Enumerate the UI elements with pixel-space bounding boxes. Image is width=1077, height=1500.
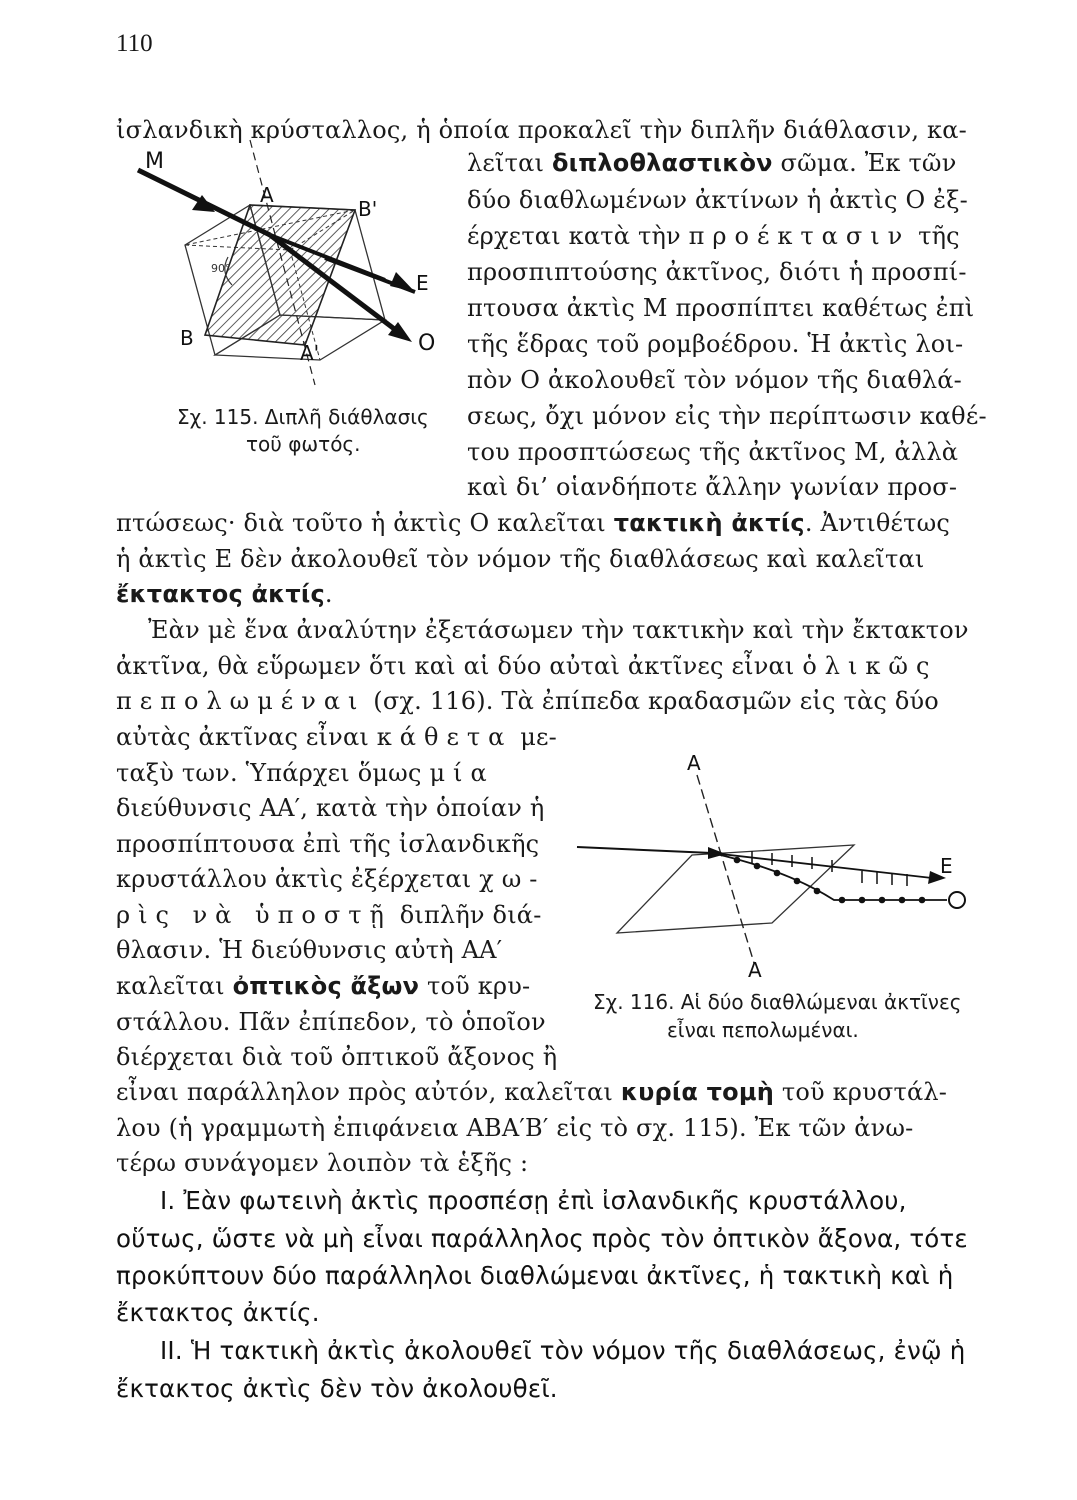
figure-116-caption-line-2: εἶναι πεπολωμέναι.: [667, 1018, 859, 1042]
summary-point-1-line-4: ἔκτακτος ἀκτίς.: [116, 1298, 320, 1327]
figure-115-double-refraction: [145, 140, 450, 400]
text-line-16: ἀκτῖνα, θὰ εὕρωμεν ὅτι καὶ αἱ δύο αὐταὶ ἀκτῖνες εἶναι ὁλικῶς: [116, 652, 938, 680]
summary-point-1-line-1: I. Ἐὰν φωτεινὴ ἀκτὶς προσπέσῃ ἐπὶ ἰσλανδικῆς κρυστάλλου,: [160, 1186, 907, 1215]
text-line-22: κρυστάλλου ἀκτὶς ἐξέρχεται χω-: [116, 865, 546, 893]
text-line-26: στάλλου. Πᾶν ἐπίπεδον, τὸ ὁποῖον: [116, 1008, 546, 1036]
text-line-6: πτουσα ἀκτὶς Μ προσπίπτει καθέτως ἐπὶ: [467, 294, 975, 322]
label-b: B: [180, 326, 194, 350]
figure-116-caption-line-1: Σχ. 116. Αἱ δύο διαθλώμεναι ἀκτῖνες: [593, 990, 962, 1014]
text-line-28: εἶναι παράλληλον πρὸς αὐτόν, καλεῖται κυρία τομὴ τοῦ κρυστάλ-: [116, 1078, 948, 1106]
text-line-21: προσπίπτουσα ἐπὶ τῆς ἰσλανδικῆς: [116, 830, 540, 858]
text-line-13: ἡ ἀκτὶς Ε δὲν ἀκολουθεῖ τὸν νόμον τῆς διαθλάσεως καὶ καλεῖται: [116, 545, 925, 573]
figure-115-caption-line-1: Σχ. 115. Διπλῆ διάθλασις: [177, 405, 429, 429]
label-a-prime: A': [300, 341, 320, 365]
text-line-3: δύο διαθλωμένων ἀκτίνων ἡ ἀκτὶς Ο ἐξ-: [467, 186, 968, 214]
text-line-19: ταξὺ των. Ὑπάρχει ὅμως μία: [116, 759, 495, 787]
figure-116-polarized-rays: [572, 745, 982, 980]
term-optical-axis: ὀπτικὸς ἄξων: [232, 972, 420, 1000]
summary-point-2-line-1: II. Ἡ τακτικὴ ἀκτὶς ἀκολουθεῖ τὸν νόμον τῆς διαθλάσεως, ἐνῷ ἡ: [160, 1336, 966, 1365]
text-line-5: προσπιπτούσης ἀκτῖνος, διότι ἡ προσπί-: [467, 258, 967, 286]
angle-label: 90°: [211, 262, 231, 275]
term-ordinary-ray: τακτικὴ ἀκτίς: [613, 509, 805, 537]
text-line-27: διέρχεται διὰ τοῦ ὀπτικοῦ ἄξονος ἢ: [116, 1043, 558, 1071]
text-line-4: έρχεται κατὰ τὴν προέκτασιν τῆς: [467, 222, 960, 250]
label-a-bottom: A: [748, 958, 762, 982]
text-line-14: ἔκτακτος ἀκτίς.: [116, 580, 333, 608]
label-e: E: [940, 854, 953, 878]
label-e: E: [416, 271, 429, 295]
label-m: M: [145, 149, 164, 174]
text-line-2: λεῖται διπλοθλαστικὸν σῶμα. Ἐκ τῶν: [467, 149, 957, 177]
text-line-17: πεπολωμέναι (σχ. 116). Τὰ ἐπίπεδα κραδασμῶν εἰς τὰς δύο: [116, 687, 939, 715]
text-line-29: λου (ἡ γραμμωτὴ ἐπιφάνεια ΑΒΑ′Β′ εἰς τὸ σχ. 115). Ἐκ τῶν ἀνω-: [116, 1114, 914, 1142]
principal-section-hatched: [205, 205, 355, 345]
text-line-23: ρὶς νὰ ὑποστῇ διπλῆν διά-: [116, 901, 542, 929]
page-number: 110: [116, 30, 153, 57]
figure-115-caption-line-2: τοῦ φωτός.: [246, 432, 361, 456]
label-b-prime: B': [358, 197, 378, 221]
label-o: O: [418, 331, 436, 356]
text-line-7: τῆς ἕδρας τοῦ ρομβοέδρου. Ἡ ἀκτὶς λοι-: [467, 330, 964, 358]
label-a-top: A: [687, 751, 701, 775]
label-a: A: [260, 183, 274, 207]
text-line-9: σεως, ὄχι μόνον εἰς τὴν περίπτωσιν καθέ-: [467, 402, 987, 430]
summary-point-1-line-3: προκύπτουν δύο παράλληλοι διαθλώμεναι ἀκτῖνες, ἡ τακτικὴ καὶ ἡ: [116, 1261, 954, 1290]
term-extraordinary-ray: ἔκτακτος ἀκτίς: [116, 580, 325, 608]
text-line-1: ἰσλανδικὴ κρύσταλλος, ἡ ὁποία προκαλεῖ τὴν διπλῆν διάθλασιν, κα-: [116, 116, 967, 144]
text-line-10: του προσπτώσεως τῆς ἀκτῖνος Μ, ἀλλὰ: [467, 438, 959, 466]
text-line-25: καλεῖται ὀπτικὸς ἄξων τοῦ κρυ-: [116, 972, 531, 1000]
summary-point-2-line-2: ἔκτακτος ἀκτὶς δὲν τὸν ἀκολουθεῖ.: [116, 1374, 558, 1403]
text-line-8: πὸν Ο ἀκολουθεῖ τὸν νόμον τῆς διαθλά-: [467, 366, 962, 394]
term-principal-section: κυρία τομὴ: [620, 1078, 775, 1106]
text-line-18: αὐτὰς ἀκτῖνας εἶναι κάθετα με-: [116, 723, 557, 751]
text-line-24: θλασιν. Ἡ διεύθυνσις αὐτὴ ΑΑ′: [116, 936, 503, 964]
term-birefringent-body: διπλοθλαστικὸν: [551, 149, 773, 177]
text-line-20: διεύθυνσις ΑΑ′, κατὰ τὴν ὁποίαν ἡ: [116, 794, 545, 822]
text-line-30: τέρω συνάγομεν λοιπὸν τὰ ἑξῆς :: [116, 1149, 529, 1177]
text-line-12: πτώσεως· διὰ τοῦτο ἡ ἀκτὶς Ο καλεῖται τακτικὴ ἀκτίς. Ἀντιθέτως: [116, 509, 951, 537]
text-line-11: καὶ δι’ οἱανδήποτε ἄλλην γωνίαν προσ-: [467, 473, 958, 501]
text-line-15: Ἐὰν μὲ ἕνα ἀναλύτην ἐξετάσωμεν τὴν τακτικὴν καὶ τὴν ἔκτακτον: [148, 616, 969, 644]
summary-point-1-line-2: οὕτως, ὥστε νὰ μὴ εἶναι παράλληλος πρὸς τὸν ὀπτικὸν ἄξονα, τότε: [116, 1224, 968, 1253]
